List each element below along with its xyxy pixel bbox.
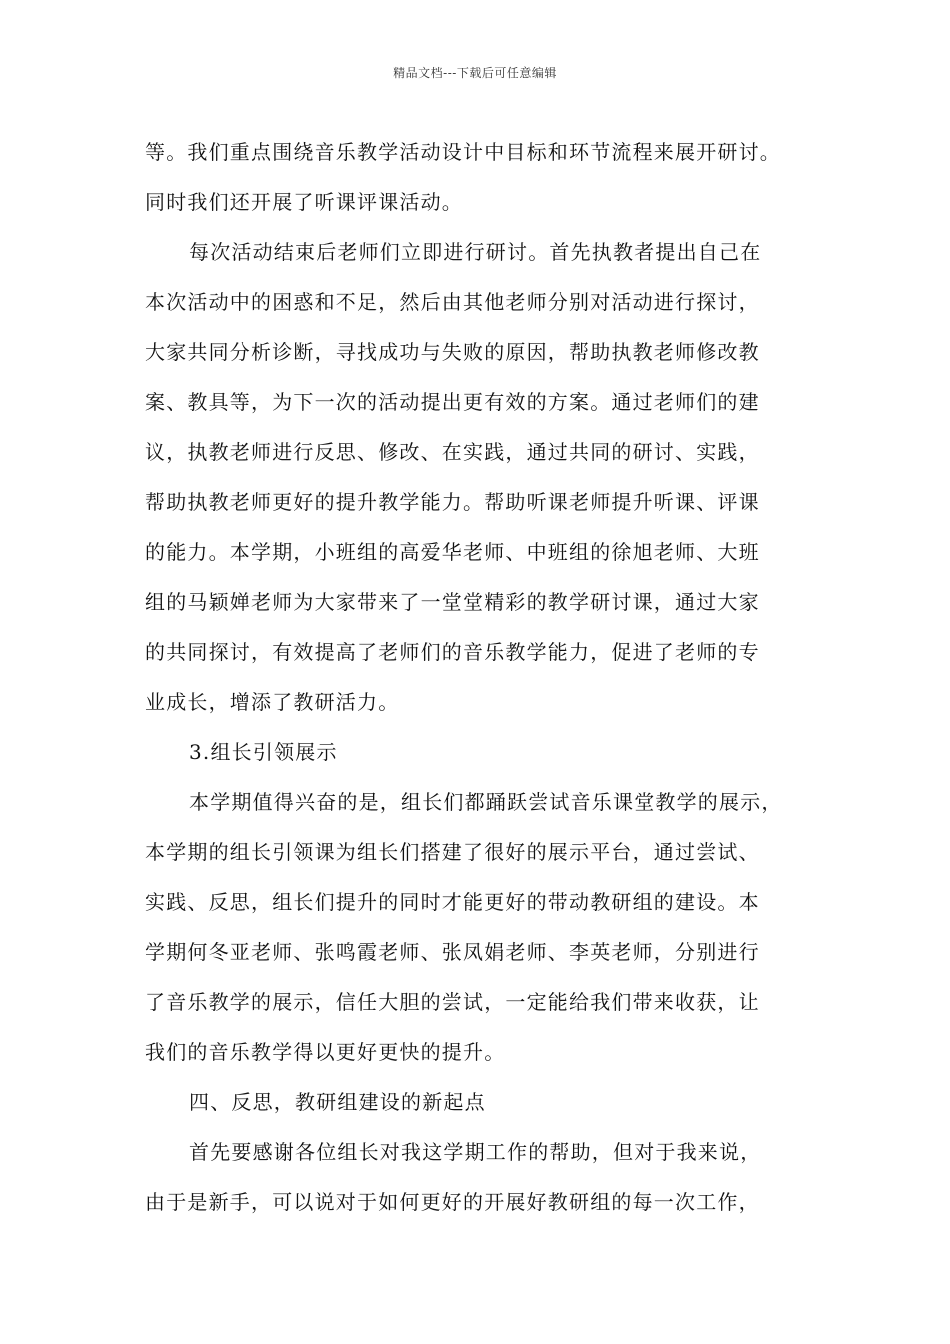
text-line: 由于是新手，可以说对于如何更好的开展好教研组的每一次工作，: [145, 1190, 760, 1214]
text-line: 本次活动中的困惑和不足，然后由其他老师分别对活动进行探讨，: [145, 290, 760, 314]
paragraph-start-line: 本学期值得兴奋的是，组长们都踊跃尝试音乐课堂教学的展示，: [189, 790, 783, 814]
text-line: 案、教具等，为下一次的活动提出更有效的方案。通过老师们的建: [145, 390, 760, 414]
section-heading: 3.组长引领展示: [189, 740, 338, 764]
text-line: 了音乐教学的展示，信任大胆的尝试，一定能给我们带来收获，让: [145, 990, 760, 1014]
text-line: 组的马颖婵老师为大家带来了一堂堂精彩的教学研讨课，通过大家: [145, 590, 760, 614]
text-line: 大家共同分析诊断，寻找成功与失败的原因，帮助执教老师修改教: [145, 340, 760, 364]
text-line: 的能力。本学期，小班组的高爱华老师、中班组的徐旭老师、大班: [145, 540, 760, 564]
document-body: [145, 127, 805, 1227]
text-line: 实践、反思，组长们提升的同时才能更好的带动教研组的建设。本: [145, 890, 760, 914]
text-line: 业成长，增添了教研活力。: [145, 690, 400, 714]
text-line: 等。我们重点围绕音乐教学活动设计中目标和环节流程来展开研讨。: [145, 140, 781, 164]
paragraph-start-line: 每次活动结束后老师们立即进行研讨。首先执教者提出自己在: [189, 240, 762, 264]
text-line: 的共同探讨，有效提高了老师们的音乐教学能力，促进了老师的专: [145, 640, 760, 664]
text-line: 议，执教老师进行反思、修改、在实践，通过共同的研讨、实践，: [145, 440, 760, 464]
text-line: 本学期的组长引领课为组长们搭建了很好的展示平台，通过尝试、: [145, 840, 760, 864]
text-line: 我们的音乐教学得以更好更快的提升。: [145, 1040, 506, 1064]
text-line: 帮助执教老师更好的提升教学能力。帮助听课老师提升听课、评课: [145, 490, 760, 514]
text-line: 同时我们还开展了听课评课活动。: [145, 190, 463, 214]
paragraph-start-line: 首先要感谢各位组长对我这学期工作的帮助，但对于我来说，: [189, 1140, 762, 1164]
section-heading: 四、反思，教研组建设的新起点: [189, 1090, 486, 1114]
header-watermark: 精品文档---下载后可任意编辑: [393, 66, 557, 80]
text-line: 学期何冬亚老师、张鸣霞老师、张凤娟老师、李英老师，分别进行: [145, 940, 760, 964]
